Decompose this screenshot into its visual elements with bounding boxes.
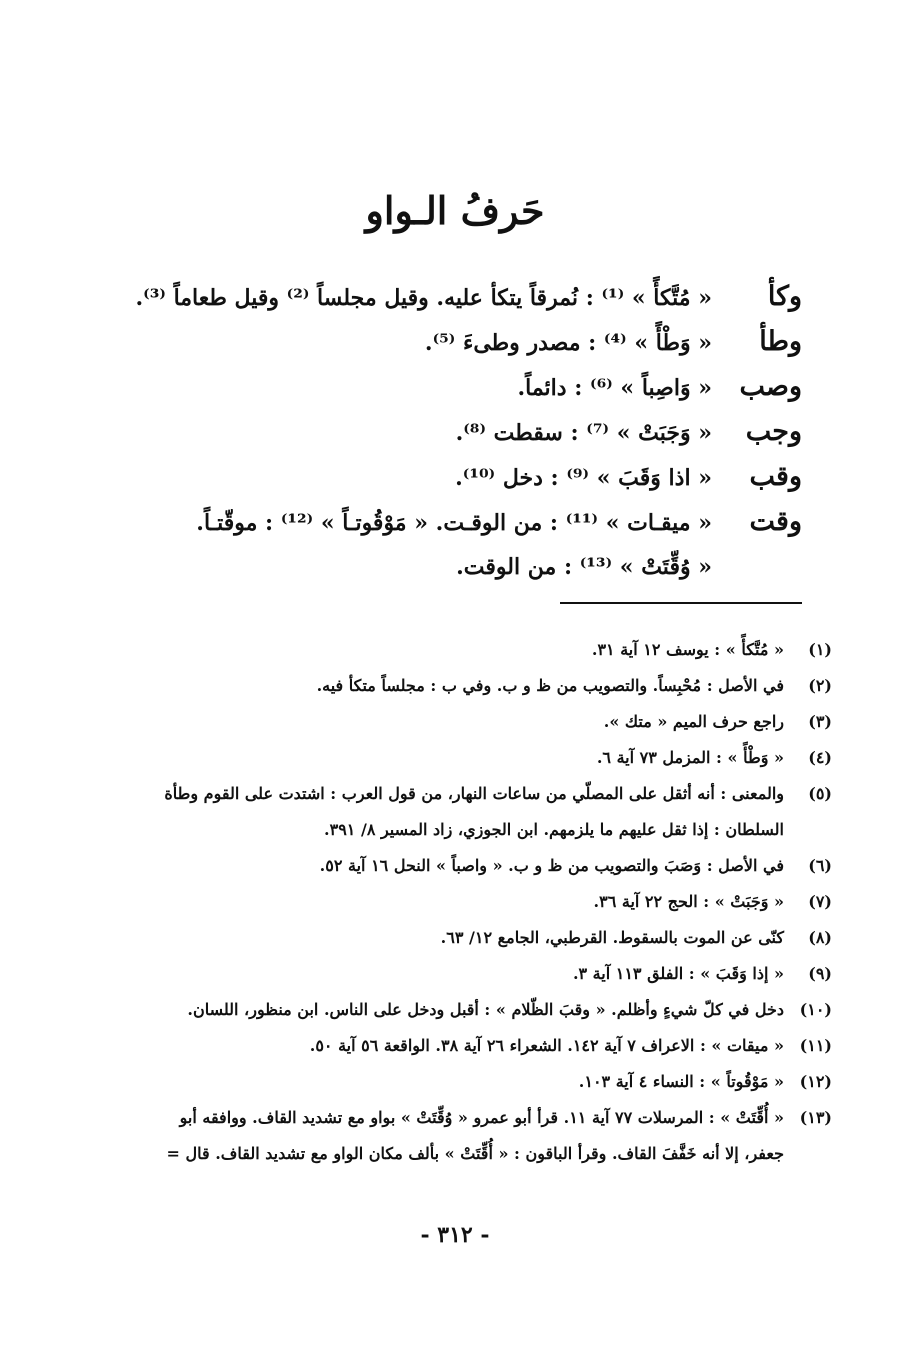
footnote-text: في الأصل : وَصَبَ والتصويب من ظ و ب. « واصباً » النحل ١٦ آية ٥٢. xyxy=(319,856,784,875)
footnote xyxy=(92,1064,832,1100)
footnote xyxy=(92,956,832,992)
entry-gloss: « ميقـات » ⁽¹¹⁾ : من الوقـت. « مَوْقُوتـاً » ⁽¹²⁾ : موقّتـاً. xyxy=(196,510,712,536)
footnote-number: (١) xyxy=(808,640,832,659)
footnote-number: (١٣) xyxy=(799,1108,832,1127)
entry-row xyxy=(102,320,802,365)
footnote-number: (١٢) xyxy=(799,1072,832,1091)
footnote-text: جعفر، إلا أنه خَفَّفَ القاف. وقرأ الباقون : « أُقِّتَتْ » بألف مكان الواو مع تشديد القاف. قال = xyxy=(166,1144,784,1163)
footnote xyxy=(92,848,832,884)
footnote-text: « مُتَّكأً » : يوسف ١٢ آية ٣١. xyxy=(591,640,784,659)
footnote-number: (٥) xyxy=(808,784,832,803)
entry-row xyxy=(102,455,802,500)
footnote xyxy=(92,632,832,668)
footnote xyxy=(92,776,832,812)
page-number: - ٣١٢ - xyxy=(420,1222,490,1248)
entries-list xyxy=(102,275,802,589)
entry-row xyxy=(102,365,802,410)
footnote-text: السلطان : إذا ثقل عليهم ما يلزمهم. ابن الجوزي، زاد المسير ٨/ ٣٩١. xyxy=(324,820,784,839)
entry-gloss: « وَطْأً » ⁽⁴⁾ : مصدر وطىءَ ⁽⁵⁾. xyxy=(424,330,712,356)
footnote xyxy=(92,1100,832,1136)
entry-headword: وطأ xyxy=(759,326,802,357)
footnote-number: (٩) xyxy=(808,964,832,983)
footnote xyxy=(92,668,832,704)
entry-gloss: « وَاصِباً » ⁽⁶⁾ : دائماً. xyxy=(517,375,712,401)
entry-row xyxy=(102,410,802,455)
footnote-text: راجع حرف الميم « متك ». xyxy=(603,712,784,731)
chapter-title: حَرفُ الـواو xyxy=(365,188,545,233)
entry-gloss: « وُقِّتَتْ » ⁽¹³⁾ : من الوقت. xyxy=(456,554,712,580)
footnote-text: « أُقِّتَتْ » : المرسلات ٧٧ آية ١١. قرأ أبو عمرو « وُقِّتَتْ » بواو مع تشديد القاف. ووافقه أبو xyxy=(179,1108,784,1127)
footnote-text: دخل في كلّ شيءٍ وأظلم. « وقبَ الظّلام » : أقبل ودخل على الناس. ابن منظور، اللسان. xyxy=(187,1000,784,1019)
entry-row-continuation xyxy=(102,545,802,589)
footnote xyxy=(92,992,832,1028)
footnote-number: (٢) xyxy=(808,676,832,695)
entry-gloss: « وَجَبَتْ » ⁽⁷⁾ : سقطت ⁽⁸⁾. xyxy=(455,420,712,446)
entry-headword: وجب xyxy=(745,416,802,447)
entry-gloss: « اذا وَقَبَ » ⁽⁹⁾ : دخل ⁽¹⁰⁾. xyxy=(455,465,712,491)
footnote-number: (٨) xyxy=(808,928,832,947)
entry-gloss: « مُتَّكأً » ⁽¹⁾ : نُمرقاً يتكأ عليه. وقيل مجلساً ⁽²⁾ وقيل طعاماً ⁽³⁾. xyxy=(135,285,712,311)
footnote xyxy=(92,1028,832,1064)
footnote-text: « وَطْأً » : المزمل ٧٣ آية ٦. xyxy=(596,748,784,767)
footnotes-list xyxy=(92,632,832,1172)
footnote-text: والمعنى : أنه أثقل على المصلّي من ساعات النهار، من قول العرب : اشتدت على القوم وطأة xyxy=(164,784,784,803)
entry-row xyxy=(102,275,802,320)
entry-headword: وقت xyxy=(749,506,802,537)
footnote-text: في الأصل : مُحْبِساً. والتصويب من ظ و ب. وفي ب : مجلساً متكأ فيه. xyxy=(316,676,784,695)
footnote xyxy=(92,920,832,956)
footnote-number: (٣) xyxy=(808,712,832,731)
footnote-continuation xyxy=(92,812,832,848)
footnote-text: كنّى عن الموت بالسقوط. القرطبي، الجامع ١٢/ ٦٣. xyxy=(440,928,784,947)
footnote-number: (٧) xyxy=(808,892,832,911)
footnote-text: « مَوْقُوتاً » : النساء ٤ آية ١٠٣. xyxy=(578,1072,784,1091)
footnote-number: (١١) xyxy=(799,1036,832,1055)
entry-headword: وقب xyxy=(749,461,802,492)
footnote-continuation xyxy=(92,1136,832,1172)
entry-row xyxy=(102,500,802,545)
entry-headword: وكأ xyxy=(767,281,802,312)
footnote-number: (١٠) xyxy=(799,1000,832,1019)
footnote-text: « إذا وَقَبَ » : الفلق ١١٣ آية ٣. xyxy=(572,964,784,983)
entry-headword: وصب xyxy=(739,371,802,402)
footnote-number: (٦) xyxy=(808,856,832,875)
footnote-separator xyxy=(560,602,802,604)
footnote-text: « ميقات » : الاعراف ٧ آية ١٤٢. الشعراء ٢٦ آية ٣٨. الواقعة ٥٦ آية ٥٠. xyxy=(309,1036,784,1055)
footnote xyxy=(92,740,832,776)
footnote xyxy=(92,704,832,740)
footnote-text: « وَجَبَتْ » : الحج ٢٢ آية ٣٦. xyxy=(593,892,784,911)
footnote-number: (٤) xyxy=(808,748,832,767)
footnote xyxy=(92,884,832,920)
